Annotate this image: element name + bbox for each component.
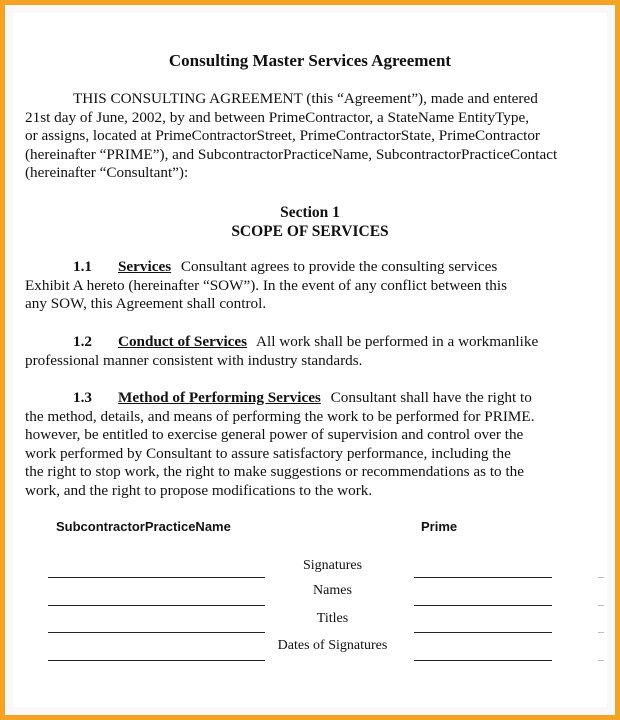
clause-line: Consultant agrees to provide the consulting services xyxy=(180,258,498,275)
clause-line: the method, details, and means of performing the work to be performed for PRIME. xyxy=(25,407,535,425)
margin-tick xyxy=(598,632,604,633)
clause-line: professional manner consistent with industry standards. xyxy=(25,351,363,369)
document-title: Consulting Master Services Agreement xyxy=(168,51,452,70)
clause-heading: Services xyxy=(117,258,172,275)
titles-label: Titles xyxy=(316,611,349,626)
right-signature-line[interactable] xyxy=(414,577,552,578)
left-date-line[interactable] xyxy=(48,660,265,661)
section-number: Section 1 xyxy=(280,204,340,221)
section-title: SCOPE OF SERVICES xyxy=(231,223,389,240)
clause-line: any SOW, this Agreement shall control. xyxy=(25,295,267,313)
clause-line: Exhibit A hereto (hereinafter “SOW”). In the event of any conflict between this xyxy=(25,276,508,294)
signatures-label: Signatures xyxy=(302,558,363,573)
clause-line: work performed by Consultant to assure satisfactory performance, including the xyxy=(25,444,511,462)
left-signature-line[interactable] xyxy=(48,577,265,578)
left-party-name: SubcontractorPracticeName xyxy=(56,519,231,534)
clause-line: the right to stop work, the right to make suggestions or recommendations as to the xyxy=(25,463,524,481)
intro-line: or assigns, located at PrimeContractorStreet, PrimeContractorState, PrimeContractor xyxy=(25,127,540,145)
right-name-line[interactable] xyxy=(414,605,552,606)
dates-of-signatures-label: Dates of Signatures xyxy=(277,638,388,653)
left-name-line[interactable] xyxy=(48,605,265,606)
clause-heading: Conduct of Services xyxy=(117,333,248,350)
clause-1-3 xyxy=(25,389,585,501)
names-label: Names xyxy=(313,583,352,598)
intro-line: (hereinafter “Consultant”): xyxy=(25,164,189,182)
margin-tick xyxy=(598,660,604,661)
intro-paragraph xyxy=(25,90,585,183)
intro-line: 21st day of June, 2002, by and between PrimeContractor, a StateName EntityType, xyxy=(25,108,530,126)
clause-heading: Method of Performing Services xyxy=(117,389,321,406)
clause-1-1 xyxy=(25,258,585,314)
right-date-line[interactable] xyxy=(414,660,552,661)
clause-line: All work shall be performed in a workmanlike xyxy=(256,333,539,350)
margin-tick xyxy=(598,577,604,578)
right-party-name: Prime xyxy=(421,519,458,534)
intro-line: (hereinafter “PRIME”), and SubcontractorPracticeName, SubcontractorPracticeContact xyxy=(25,145,558,163)
right-title-line[interactable] xyxy=(414,632,552,633)
intro-line: THIS CONSULTING AGREEMENT (this “Agreement”), made and entered xyxy=(73,90,538,107)
margin-tick xyxy=(598,605,604,606)
clause-number: 1.2 xyxy=(73,333,92,350)
clause-number: 1.1 xyxy=(73,258,92,275)
left-title-line[interactable] xyxy=(48,632,265,633)
clause-number: 1.3 xyxy=(73,389,92,406)
clause-line: Consultant shall have the right to xyxy=(330,389,532,406)
clause-1-2 xyxy=(25,333,585,370)
clause-line: work, and the right to propose modifications to the work. xyxy=(25,481,373,499)
clause-line: however, be entitled to exercise general power of supervision and control over the xyxy=(25,426,524,444)
